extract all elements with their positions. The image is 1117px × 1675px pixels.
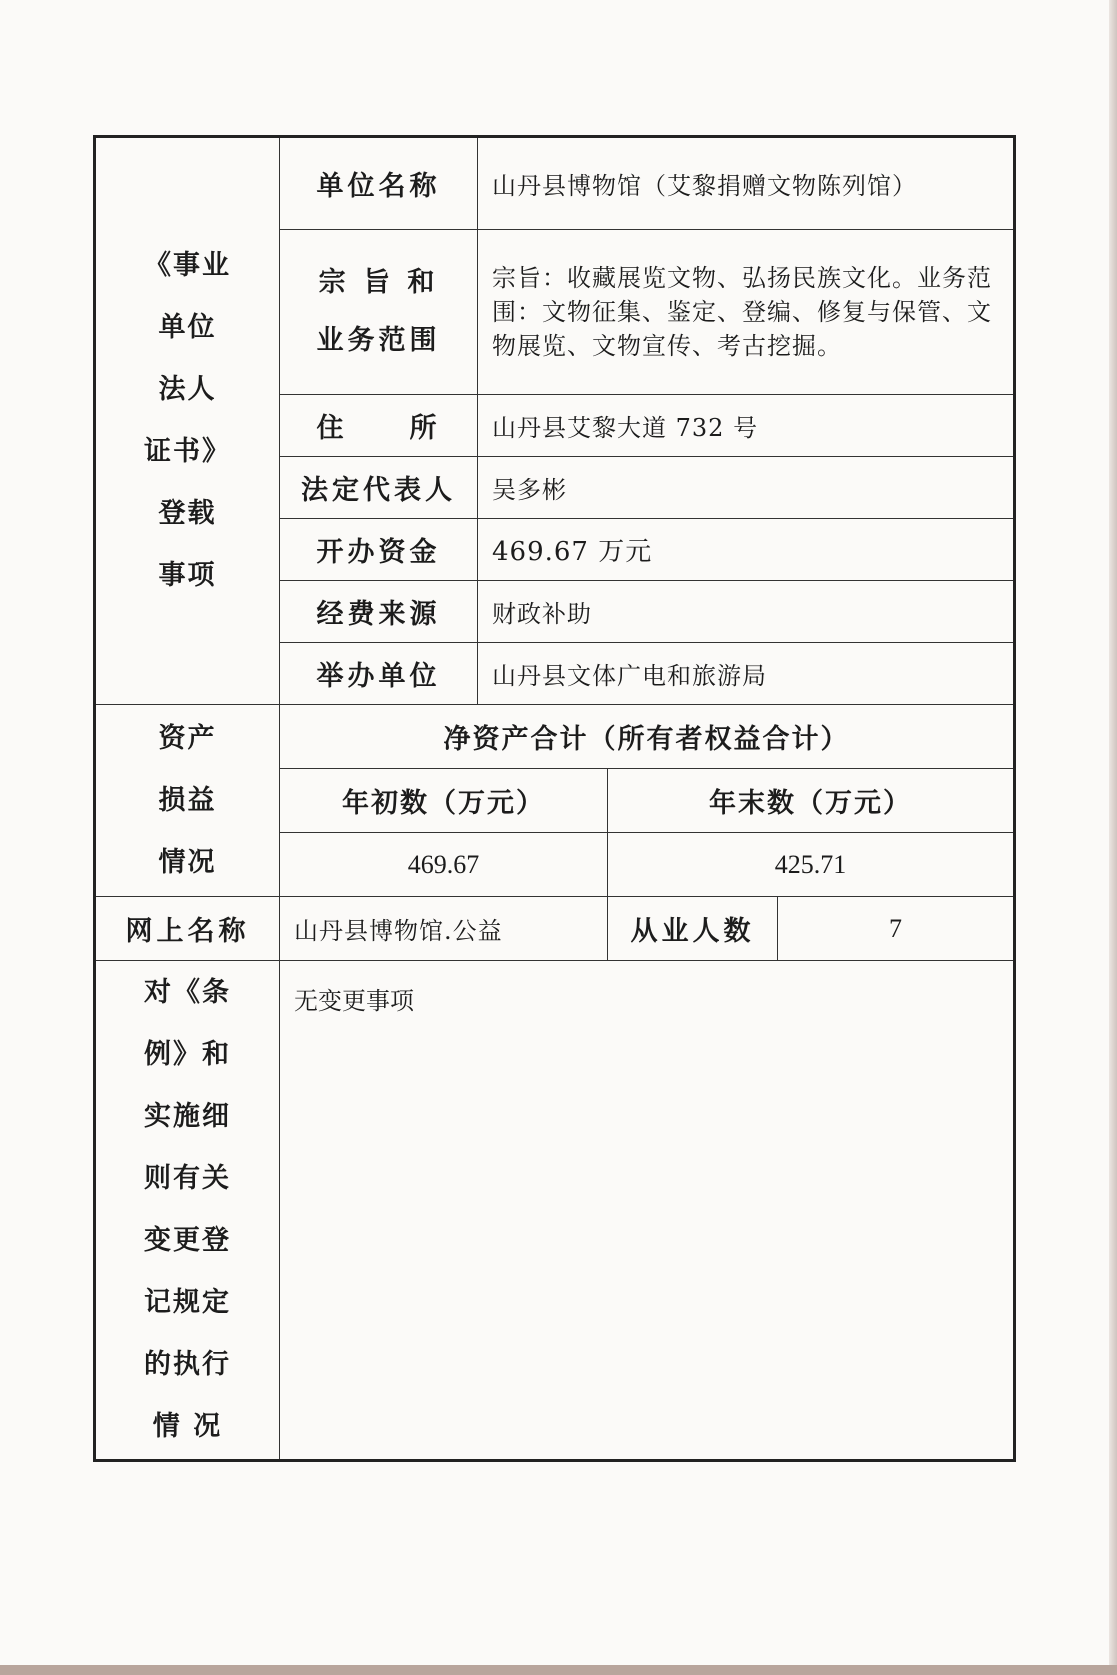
label-line: 宗 旨 和	[318, 267, 439, 298]
net-assets-header: 净资产合计（所有者权益合计）	[280, 705, 1015, 769]
section-compliance	[95, 961, 280, 1461]
side-line: 《事业	[144, 250, 231, 281]
value-begin-year: 469.67	[280, 833, 608, 897]
label-begin-year: 年初数（万元）	[280, 769, 608, 833]
section-registered-items	[95, 137, 280, 705]
side-line: 则有关	[144, 1163, 231, 1194]
row-compliance	[95, 961, 1015, 1461]
value-legal-rep: 吴多彬	[478, 457, 1015, 519]
value-end-year: 425.71	[608, 833, 1015, 897]
value-unit-name: 山丹县博物馆（艾黎捐赠文物陈列馆）	[478, 137, 1015, 230]
page-edge-bottom	[0, 1665, 1117, 1675]
value-address: 山丹县艾黎大道 732 号	[478, 395, 1015, 457]
row-unit-name	[95, 137, 1015, 230]
side-line: 对《条	[144, 977, 231, 1008]
label-purpose-scope	[280, 230, 478, 395]
side-line: 记规定	[144, 1287, 231, 1318]
label-line: 业务范围	[316, 325, 441, 356]
label-end-year: 年末数（万元）	[608, 769, 1015, 833]
side-line: 事项	[158, 560, 217, 591]
side-line: 资产	[158, 722, 217, 754]
value-online-name: 山丹县博物馆.公益	[280, 897, 608, 961]
label-unit-name: 单位名称	[280, 137, 478, 230]
side-line: 证书》	[144, 436, 231, 467]
side-line: 损益	[158, 784, 217, 816]
label-staff-count: 从业人数	[608, 897, 778, 961]
label-capital: 开办资金	[280, 519, 478, 581]
label-online-name: 网上名称	[95, 897, 280, 961]
side-line: 法人	[158, 374, 217, 405]
registration-table	[93, 135, 1016, 1462]
value-capital: 469.67 万元	[478, 519, 1015, 581]
side-line: 单位	[158, 312, 217, 343]
value-funding: 财政补助	[478, 581, 1015, 643]
side-line: 例》和	[144, 1039, 231, 1070]
value-compliance: 无变更事项	[280, 961, 1015, 1461]
value-purpose-scope: 宗旨：收藏展览文物、弘扬民族文化。业务范围：文物征集、鉴定、登编、修复与保管、文物展览、文物宣传、考古挖掘。	[478, 230, 1015, 395]
label-legal-rep: 法定代表人	[280, 457, 478, 519]
label-funding: 经费来源	[280, 581, 478, 643]
label-sponsor: 举办单位	[280, 643, 478, 705]
label-address: 住 所	[280, 395, 478, 457]
value-sponsor: 山丹县文体广电和旅游局	[478, 643, 1015, 705]
side-line: 变更登	[144, 1225, 231, 1256]
side-line: 实施细	[144, 1101, 231, 1132]
value-staff-count: 7	[778, 897, 1015, 961]
section-assets	[95, 705, 280, 897]
side-line: 登载	[158, 498, 217, 529]
row-online-name	[95, 897, 1015, 961]
row-assets-header	[95, 705, 1015, 769]
side-line: 的执行	[144, 1349, 231, 1380]
side-line: 情 况	[152, 1411, 223, 1442]
page-edge-right	[1109, 0, 1117, 1675]
side-line: 情况	[158, 846, 217, 878]
